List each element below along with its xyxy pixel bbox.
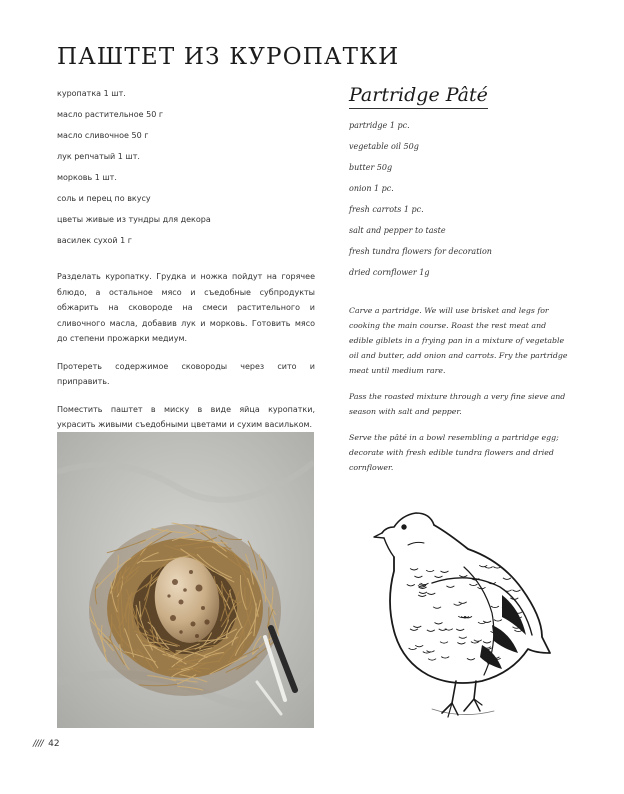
list-item: цветы живые из тундры для декора: [57, 215, 211, 224]
instruction-paragraph: Pass the roasted mixture through a very fine sieve and season with salt and pepper.: [349, 392, 566, 416]
list-item: масло сливочное 50 г: [57, 131, 149, 140]
page-title: ПАШТЕТ ИЗ КУРОПАТКИ: [57, 44, 400, 70]
nest-egg-photo: [57, 432, 314, 728]
instruction-paragraph: Carve a partridge. We will use brisket and legs for cooking the main course. Roast the rest meat and edible giblets in a frying pan in a mixture of vegetable oil and butter, add onion and carrots. Fry the partridge meat until medium rare.: [349, 306, 568, 375]
list-item: соль и перец по вкусу: [57, 194, 151, 203]
instruction-paragraph: Протереть содержимое сковороды через сито и приправить.: [57, 361, 315, 386]
list-item: масло растительное 50 г: [57, 110, 164, 119]
page-number: [33, 739, 60, 749]
footer-slashes: ////: [33, 739, 44, 749]
list-item: василек сухой 1 г: [57, 236, 132, 245]
list-item: vegetable oil 50g: [349, 142, 419, 151]
list-item: fresh carrots 1 pc.: [349, 205, 424, 214]
ingredients-list-en: [349, 121, 599, 289]
list-item: fresh tundra flowers for decoration: [349, 247, 492, 256]
list-item: partridge 1 pc.: [349, 121, 410, 130]
partridge-illustration: [372, 505, 554, 730]
list-item: butter 50g: [349, 163, 393, 172]
ingredients-list-ru: [57, 89, 317, 257]
instructions-en: [349, 303, 571, 486]
english-title: Partridge Pâté: [349, 84, 488, 106]
instructions-ru: [57, 269, 315, 445]
list-item: dried cornflower 1g: [349, 268, 430, 277]
instruction-paragraph: Поместить паштет в миску в виде яйца куропатки, украсить живыми съедобными цветами и сухим васильком.: [57, 404, 315, 429]
page-number-value: 42: [48, 739, 60, 749]
list-item: лук репчатый 1 шт.: [57, 152, 140, 161]
instruction-paragraph: Serve the pâté in a bowl resembling a partridge egg; decorate with fresh edible tundra flowers and dried cornflower.: [349, 433, 559, 472]
list-item: морковь 1 шт.: [57, 173, 117, 182]
list-item: куропатка 1 шт.: [57, 89, 126, 98]
list-item: salt and pepper to taste: [349, 226, 446, 235]
list-item: onion 1 pc.: [349, 184, 394, 193]
instruction-paragraph: Разделать куропатку. Грудка и ножка пойдут на горячее блюдо, а остальное мясо и съедобные субпродукты обжарить на сковороде на смеси растительного и сливочного масла, добавив лук и морковь. Готовить мясо до степени прожарки медиум.: [57, 272, 315, 343]
